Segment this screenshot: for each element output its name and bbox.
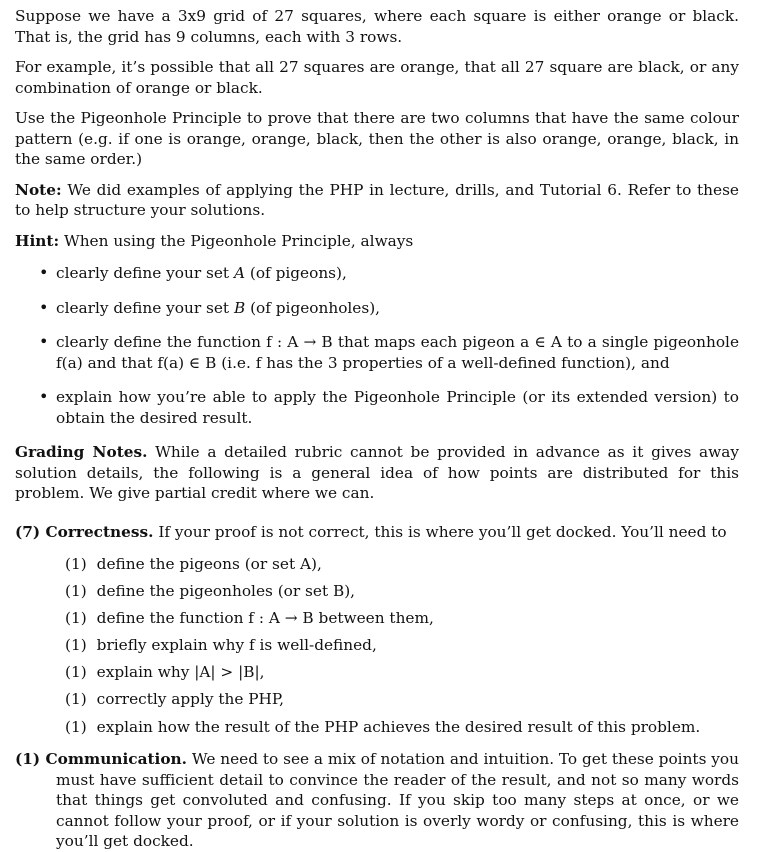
communication-label: (1) Communication. (15, 750, 188, 769)
grading-notes (15, 442, 739, 504)
criterion-text: define the pigeons (or set A), (96, 555, 322, 573)
correctness-heading (15, 522, 739, 543)
intro-paragraph (15, 6, 739, 47)
note-text: We did examples of applying the PHP in lecture, drills, and Tutorial 6. Refer to these to help structure your solutions. (15, 180, 739, 219)
problem-document (15, 6, 739, 852)
example-text: For example, it’s possible that all 27 squares are orange, that all 27 square are black, or any combination of orange or black. (15, 58, 739, 97)
points-label: (1) (65, 690, 87, 709)
hint-text: When using the Pigeonhole Principle, always (59, 231, 414, 250)
criterion-text: correctly apply the PHP, (96, 690, 284, 709)
correctness-section (15, 522, 739, 738)
correctness-list (15, 554, 739, 737)
hint-item-text: (of pigeons), (245, 264, 347, 282)
communication-text: We need to see a mix of notation and intuition. To get these points you must have sufficient detail to convince the reader of the result, and not so many words that things get convoluted and confusing. If you skip too many steps at once, or we cannot follow your proof, or if your solution is overly wordy or confusing, this is where you’ll get docked. (56, 750, 739, 851)
set-b-symbol: B (233, 298, 246, 317)
correctness-text: If your proof is not correct, this is where you’ll get docked. You’ll need to (153, 522, 727, 541)
list-item (65, 662, 739, 683)
points-label: (1) (65, 582, 87, 601)
list-item (65, 717, 739, 738)
criterion-text: briefly explain why f is well-defined, (96, 636, 377, 655)
list-item (65, 635, 739, 656)
hint-item-text: clearly define your set (56, 298, 234, 317)
hint-item-text: clearly define your set (56, 264, 234, 282)
hint-item-function (15, 332, 739, 373)
criterion-text: define the function f : A → B between them, (96, 609, 434, 628)
set-a-symbol: A (233, 264, 246, 282)
hint-item-apply (15, 387, 739, 428)
criterion-text: explain how the result of the PHP achieves the desired result of this problem. (96, 717, 701, 736)
hint-list (15, 263, 739, 428)
note-label: Note: (15, 180, 62, 199)
hint-item-pigeons (15, 263, 739, 284)
hint-item-pigeonholes (15, 298, 739, 319)
criterion-text: explain why |A| > |B|, (96, 663, 265, 682)
list-item (65, 689, 739, 710)
hint-label: Hint: (15, 231, 60, 250)
points-label: (1) (65, 609, 87, 628)
communication-section (15, 749, 739, 852)
hint-heading (15, 231, 739, 252)
correctness-label: (7) Correctness. (15, 522, 154, 541)
intro-text: Suppose we have a 3x9 grid of 27 squares, where each square is either orange or black. That is, the grid has 9 columns, each with 3 rows. (15, 7, 739, 46)
criterion-text: define the pigeonholes (or set B), (96, 582, 356, 601)
list-item (65, 608, 739, 629)
task-text: Use the Pigeonhole Principle to prove that there are two columns that have the same colour pattern (e.g. if one is orange, orange, black, then the other is also orange, orange, black, in the same order.) (15, 109, 739, 168)
points-label: (1) (65, 663, 87, 682)
grading-text: While a detailed rubric cannot be provided in advance as it gives away solution details, the following is a general idea of how points are distributed for this problem. We give partial credit where we can. (15, 443, 739, 502)
points-label: (1) (65, 555, 87, 573)
hint-item-text: (of pigeonholes), (245, 298, 381, 317)
list-item (65, 554, 739, 575)
hint-item-text: explain how you’re able to apply the Pigeonhole Principle (or its extended version) to obtain the desired result. (56, 388, 739, 427)
task-paragraph (15, 108, 739, 170)
note-paragraph (15, 180, 739, 221)
grading-label: Grading Notes. (15, 443, 148, 461)
list-item (65, 581, 739, 602)
hint-item-text: clearly define the function f : A → B that maps each pigeon a ∈ A to a single pigeonhole f(a) and that f(a) ∈ B (i.e. f has the 3 properties of a well-defined function), and (56, 333, 739, 372)
example-paragraph (15, 57, 739, 98)
points-label: (1) (65, 717, 87, 736)
points-label: (1) (65, 636, 87, 655)
